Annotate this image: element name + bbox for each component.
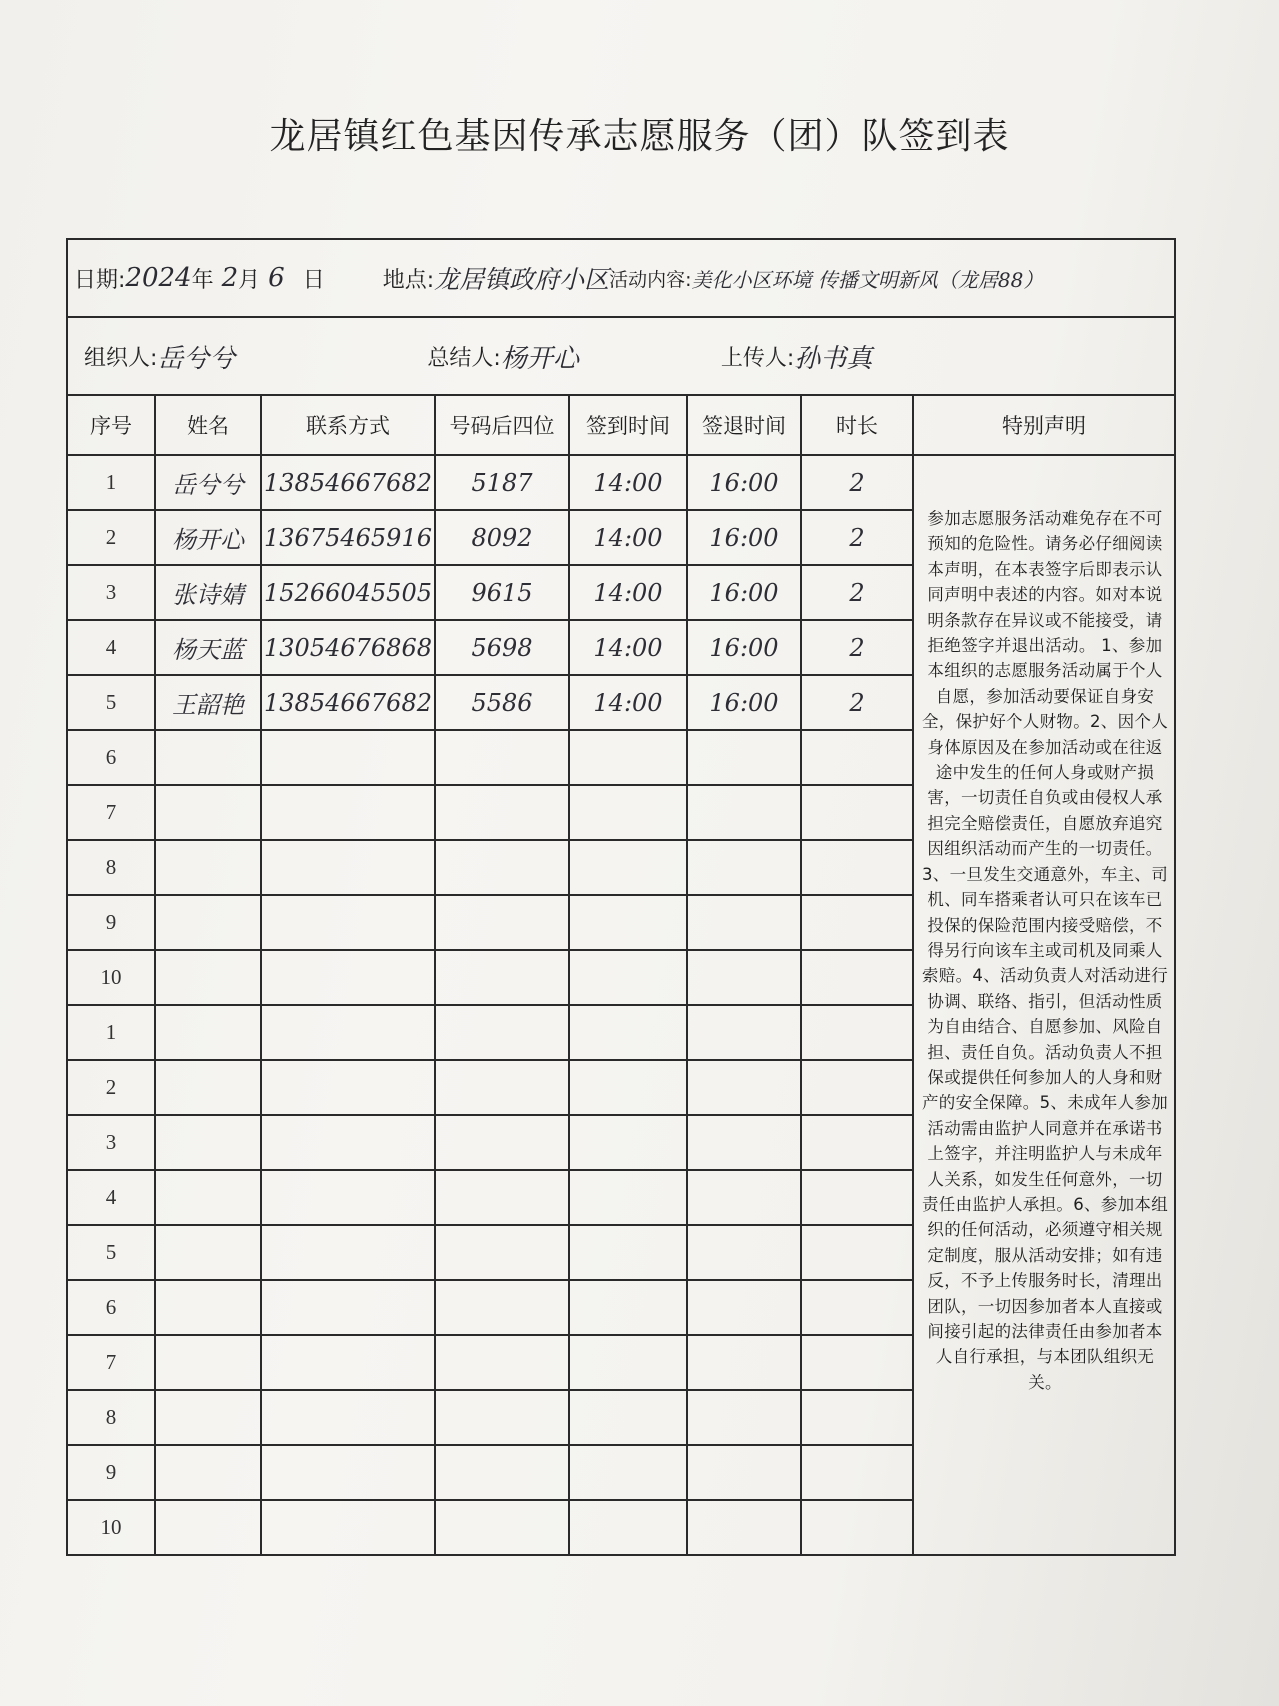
row-duration — [801, 785, 913, 840]
row-phone — [261, 1280, 435, 1335]
row-number: 9 — [67, 895, 155, 950]
header-declaration: 特别声明 — [913, 395, 1175, 455]
row-phone: 13054676868 — [261, 620, 435, 675]
row-number: 10 — [67, 1500, 155, 1555]
row-number: 2 — [67, 1060, 155, 1115]
row-duration — [801, 1060, 913, 1115]
row-sign-out — [687, 1335, 801, 1390]
row-sign-out — [687, 1445, 801, 1500]
uploader-label: 上传人: — [720, 345, 795, 371]
row-name — [155, 1170, 261, 1225]
row-sign-in — [569, 1225, 687, 1280]
row-name: 杨天蓝 — [155, 620, 261, 675]
row-sign-out — [687, 950, 801, 1005]
row-last4 — [435, 1500, 569, 1555]
row-sign-in: 14:00 — [569, 620, 687, 675]
row-duration — [801, 1500, 913, 1555]
row-name — [155, 1225, 261, 1280]
row-sign-in — [569, 950, 687, 1005]
row-sign-out: 16:00 — [687, 675, 801, 730]
form-title: 龙居镇红色基因传承志愿服务（团）队签到表 — [269, 116, 1010, 157]
row-name — [155, 1500, 261, 1555]
row-number: 5 — [67, 675, 155, 730]
row-phone — [261, 1500, 435, 1555]
row-name — [155, 1280, 261, 1335]
header-duration: 时长 — [801, 395, 913, 455]
row-last4: 5698 — [435, 620, 569, 675]
header-phone: 联系方式 — [261, 395, 435, 455]
row-duration: 2 — [801, 565, 913, 620]
row-name — [155, 785, 261, 840]
row-duration — [801, 1005, 913, 1060]
header-no: 序号 — [67, 395, 155, 455]
row-number: 4 — [67, 1170, 155, 1225]
row-phone — [261, 1005, 435, 1060]
row-name: 岳兮兮 — [155, 455, 261, 510]
row-name — [155, 730, 261, 785]
row-phone: 13854667682 — [261, 675, 435, 730]
info-row-1 — [67, 239, 1175, 317]
row-sign-in: 14:00 — [569, 675, 687, 730]
row-last4 — [435, 1060, 569, 1115]
row-sign-out — [687, 1005, 801, 1060]
row-last4: 9615 — [435, 565, 569, 620]
date-month-unit: 月 — [238, 267, 261, 293]
row-phone — [261, 785, 435, 840]
row-sign-in — [569, 1500, 687, 1555]
row-name — [155, 1445, 261, 1500]
row-number: 6 — [67, 730, 155, 785]
row-number: 4 — [67, 620, 155, 675]
row-sign-out — [687, 1115, 801, 1170]
organizer-value: 岳兮兮 — [157, 343, 236, 374]
row-number: 8 — [67, 840, 155, 895]
row-name — [155, 1335, 261, 1390]
row-sign-in — [569, 730, 687, 785]
row-phone — [261, 730, 435, 785]
date-day-unit: 日 — [302, 267, 325, 293]
content-label: 活动内容: — [609, 268, 692, 291]
row-last4 — [435, 1390, 569, 1445]
header-name: 姓名 — [155, 395, 261, 455]
row-phone — [261, 1060, 435, 1115]
row-last4 — [435, 785, 569, 840]
row-sign-in — [569, 1170, 687, 1225]
row-phone: 13854667682 — [261, 455, 435, 510]
row-last4 — [435, 1170, 569, 1225]
row-phone: 15266045505 — [261, 565, 435, 620]
row-sign-out — [687, 1060, 801, 1115]
row-phone — [261, 1225, 435, 1280]
row-last4 — [435, 1280, 569, 1335]
row-phone: 13675465916 — [261, 510, 435, 565]
row-last4 — [435, 1445, 569, 1500]
row-duration — [801, 950, 913, 1005]
row-phone — [261, 950, 435, 1005]
row-duration — [801, 1170, 913, 1225]
declaration-text: 参加志愿服务活动难免存在不可预知的危险性。请务必仔细阅读本声明，在本表签字后即表示认同声明中表述的内容。如对本说明条款存在异议或不能接受，请拒绝签字并退出活动。 1、参加本组织的志愿服务活动属于个人自愿，参加活动要保证自身安全，保护好个人财物。2、因个人身体原因及在参加活动或在往返途中发生的任何人身或财产损害，一切责任自负或由侵权人承担完全赔偿责任，自愿放弃追究因组织活动而产生的一切责任。3、一旦发生交通意外，车主、司机、同车搭乘者认可只在该车已投保的保险范围内接受赔偿，不得另行向该车主或司机及同乘人索赔。4、活动负责人对活动进行协调、联络、指引，但活动性质为自由结合、自愿参加、风险自担、责任自负。活动负责人不担保或提供任何参加人的人身和财产的安全保障。5、未成年人参加活动需由监护人同意并在承诺书上签字，并注明监护人与未成年人关系，如发生任何意外，一切责任由监护人承担。6、参加本组织的任何活动，必须遵守相关规定制度，服从活动安排；如有违反，不予上传服务时长，清理出团队，一切因参加者本人直接或间接引起的法律责任由参加者本人自行承担，与本团队组织无关。 — [913, 455, 1175, 1555]
row-name — [155, 1390, 261, 1445]
header-row — [67, 395, 1175, 455]
row-number: 10 — [67, 950, 155, 1005]
date-year-unit: 年 — [191, 267, 214, 293]
row-duration — [801, 1390, 913, 1445]
row-duration: 2 — [801, 510, 913, 565]
sign-in-table — [66, 238, 1176, 1556]
location-label: 地点: — [382, 267, 435, 293]
row-duration — [801, 895, 913, 950]
row-sign-out — [687, 730, 801, 785]
row-phone — [261, 1390, 435, 1445]
row-duration: 2 — [801, 675, 913, 730]
row-last4 — [435, 1115, 569, 1170]
row-number: 1 — [67, 455, 155, 510]
info-row-2 — [67, 317, 1175, 395]
row-sign-out — [687, 840, 801, 895]
row-last4 — [435, 895, 569, 950]
row-phone — [261, 895, 435, 950]
row-sign-out — [687, 1170, 801, 1225]
row-sign-in — [569, 1115, 687, 1170]
row-phone — [261, 1445, 435, 1500]
row-name: 张诗婧 — [155, 565, 261, 620]
header-last4: 号码后四位 — [435, 395, 569, 455]
row-name — [155, 895, 261, 950]
row-sign-in: 14:00 — [569, 565, 687, 620]
row-duration — [801, 1335, 913, 1390]
row-sign-out: 16:00 — [687, 620, 801, 675]
row-last4 — [435, 1335, 569, 1390]
row-sign-out — [687, 785, 801, 840]
row-duration — [801, 1280, 913, 1335]
row-last4 — [435, 1005, 569, 1060]
organizer-label: 组织人: — [84, 345, 158, 371]
row-last4: 8092 — [435, 510, 569, 565]
row-duration — [801, 1115, 913, 1170]
row-sign-out — [687, 895, 801, 950]
row-last4: 5586 — [435, 675, 569, 730]
row-name: 杨开心 — [155, 510, 261, 565]
row-duration: 2 — [801, 620, 913, 675]
row-number: 7 — [67, 1335, 155, 1390]
row-sign-out: 16:00 — [687, 565, 801, 620]
date-month: 2 — [221, 263, 239, 293]
row-sign-in — [569, 1005, 687, 1060]
row-last4 — [435, 840, 569, 895]
row-sign-in — [569, 1280, 687, 1335]
summarizer-label: 总结人: — [427, 345, 501, 371]
row-name — [155, 1115, 261, 1170]
row-sign-in — [569, 895, 687, 950]
row-duration — [801, 1225, 913, 1280]
row-duration — [801, 730, 913, 785]
row-last4 — [435, 950, 569, 1005]
row-last4: 5187 — [435, 455, 569, 510]
row-number: 3 — [67, 565, 155, 620]
row-name: 王韶艳 — [155, 675, 261, 730]
row-name — [155, 1005, 261, 1060]
row-sign-in — [569, 1390, 687, 1445]
row-name — [155, 950, 261, 1005]
location-value: 龙居镇政府小区 — [434, 265, 610, 294]
row-name — [155, 1060, 261, 1115]
row-sign-in — [569, 785, 687, 840]
row-number: 7 — [67, 785, 155, 840]
row-last4 — [435, 1225, 569, 1280]
row-duration: 2 — [801, 455, 913, 510]
row-number: 3 — [67, 1115, 155, 1170]
row-number: 2 — [67, 510, 155, 565]
table-row — [67, 455, 1175, 510]
date-label: 日期: — [74, 267, 126, 293]
row-number: 5 — [67, 1225, 155, 1280]
row-name — [155, 840, 261, 895]
row-sign-out — [687, 1225, 801, 1280]
row-phone — [261, 1335, 435, 1390]
row-number: 1 — [67, 1005, 155, 1060]
row-duration — [801, 1445, 913, 1500]
row-sign-out — [687, 1280, 801, 1335]
row-sign-in — [569, 840, 687, 895]
date-day: 6 — [268, 263, 285, 293]
summarizer-value: 杨开心 — [500, 343, 579, 374]
header-sign-in: 签到时间 — [569, 395, 687, 455]
row-number: 9 — [67, 1445, 155, 1500]
row-phone — [261, 1170, 435, 1225]
row-sign-in: 14:00 — [569, 510, 687, 565]
row-phone — [261, 1115, 435, 1170]
row-sign-out — [687, 1500, 801, 1555]
row-last4 — [435, 730, 569, 785]
row-sign-in — [569, 1335, 687, 1390]
row-sign-in: 14:00 — [569, 455, 687, 510]
row-sign-out: 16:00 — [687, 510, 801, 565]
row-phone — [261, 840, 435, 895]
row-sign-out — [687, 1390, 801, 1445]
row-number: 8 — [67, 1390, 155, 1445]
header-sign-out: 签退时间 — [687, 395, 801, 455]
content-value: 美化小区环境 传播文明新风（龙居88） — [691, 267, 1044, 292]
row-sign-in — [569, 1060, 687, 1115]
uploader-value: 孙书真 — [794, 343, 873, 374]
row-number: 6 — [67, 1280, 155, 1335]
date-year: 2024 — [125, 263, 192, 293]
row-sign-in — [569, 1445, 687, 1500]
row-sign-out: 16:00 — [687, 455, 801, 510]
row-duration — [801, 840, 913, 895]
